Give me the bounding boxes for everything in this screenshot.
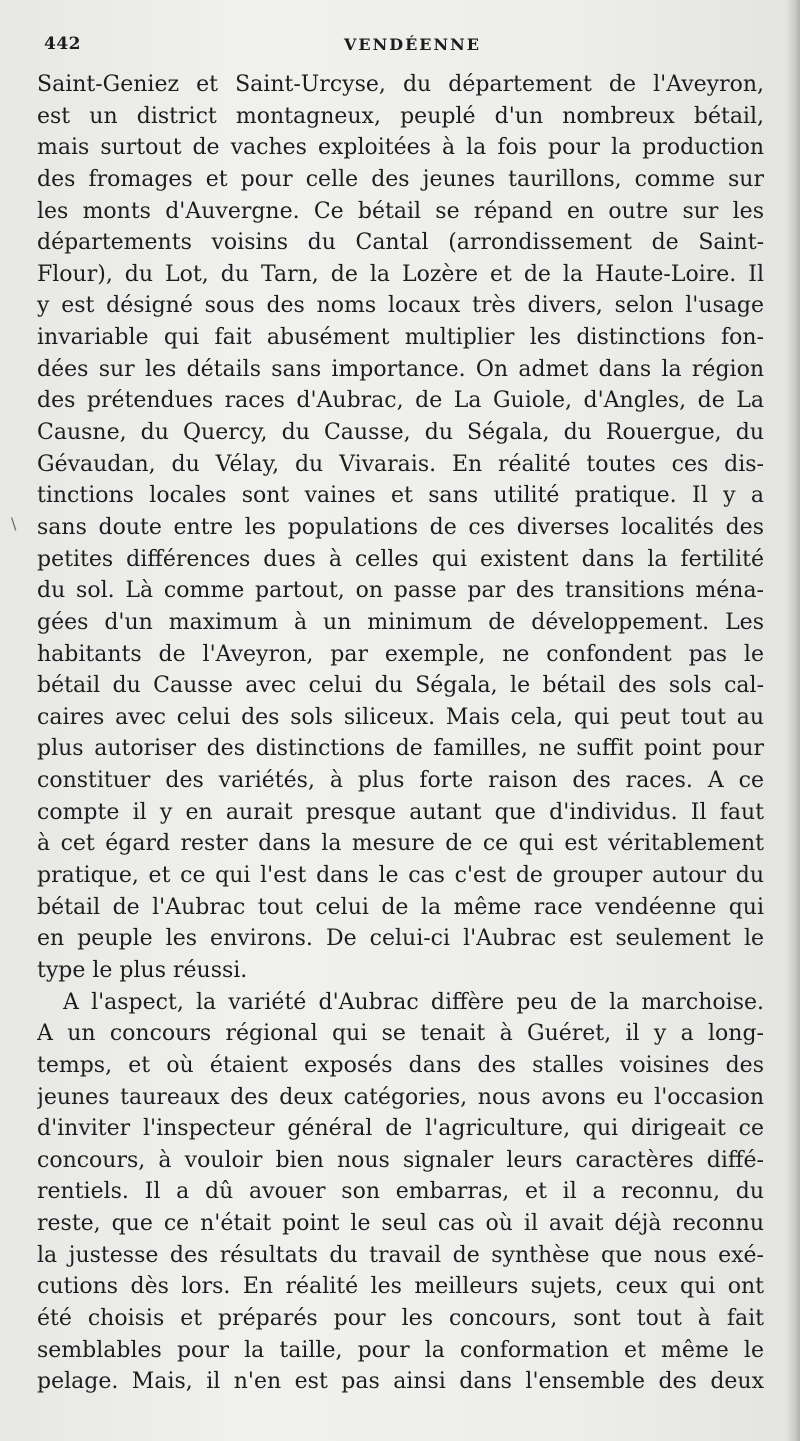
text-line: d'inviter l'inspecteur général de l'agriculture, qui dirigeait ce <box>37 1116 764 1142</box>
text-line: pelage. Mais, il n'en est pas ainsi dans l'ensemble des deux <box>37 1369 764 1395</box>
text-line: bétail du Causse avec celui du Ségala, le bétail des sols cal- <box>37 673 764 699</box>
text-line: concours, à vouloir bien nous signaler leurs caractères diffé- <box>37 1147 764 1173</box>
paragraph-end-line: type le plus réussi. <box>37 957 248 983</box>
text-line: plus autoriser des distinctions de familles, ne suffit point pour <box>37 736 764 762</box>
text-line: habitants de l'Aveyron, par exemple, ne confondent pas le <box>37 641 764 667</box>
text-line: sans doute entre les populations de ces diverses localités des <box>37 514 764 540</box>
text-line: bétail de l'Aubrac tout celui de la même race vendéenne qui <box>37 894 764 920</box>
text-line: est un district montagneux, peuplé d'un nombreux bétail, <box>37 103 764 129</box>
text-line: été choisis et préparés pour les concours, sont tout à fait <box>37 1305 764 1331</box>
page-number: 442 <box>44 34 81 54</box>
text-line: semblables pour la taille, pour la conformation et même le <box>37 1337 764 1363</box>
margin-mark: \ <box>11 514 17 533</box>
text-line: mais surtout de vaches exploitées à la fois pour la production <box>37 135 764 161</box>
text-line: caires avec celui des sols siliceux. Mais cela, qui peut tout au <box>37 704 764 730</box>
text-line: reste, que ce n'était point le seul cas où il avait déjà reconnu <box>37 1211 764 1237</box>
text-line: y est désigné sous des noms locaux très divers, selon l'usage <box>37 293 764 319</box>
page-header <box>44 34 744 60</box>
text-line: la justesse des résultats du travail de synthèse que nous exé- <box>37 1242 764 1268</box>
text-line: Causne, du Quercy, du Causse, du Ségala, du Rouergue, du <box>37 420 764 446</box>
text-line: Saint-Geniez et Saint-Urcyse, du département de l'Aveyron, <box>37 72 764 97</box>
text-line: jeunes taureaux des deux catégories, nous avons eu l'occasion <box>37 1084 764 1110</box>
text-line: départements voisins du Cantal (arrondissement de Saint- <box>37 230 764 256</box>
text-line: A un concours régional qui se tenait à Guéret, il y a long- <box>37 1021 764 1047</box>
text-line: Gévaudan, du Vélay, du Vivarais. En réalité toutes ces dis- <box>37 451 764 477</box>
paragraph-start-line: A l'aspect, la variété d'Aubrac diffère peu de la marchoise. <box>63 989 764 1015</box>
text-line: des fromages et pour celle des jeunes taurillons, comme sur <box>37 166 764 192</box>
text-line: compte il y en aurait presque autant que d'individus. Il faut <box>37 799 764 825</box>
text-line: invariable qui fait abusément multiplier les distinctions fon- <box>37 325 764 351</box>
body-text <box>37 69 764 1398</box>
text-line: les monts d'Auvergne. Ce bétail se répand en outre sur les <box>37 198 764 224</box>
text-line: du sol. Là comme partout, on passe par des transitions ména- <box>37 578 764 604</box>
page-edge-shadow <box>786 0 800 1441</box>
text-line: constituer des variétés, à plus forte raison des races. A ce <box>37 768 764 794</box>
text-line: en peuple les environs. De celui-ci l'Aubrac est seulement le <box>37 926 764 952</box>
text-line: tinctions locales sont vaines et sans utilité pratique. Il y a <box>37 483 764 509</box>
text-line: cutions dès lors. En réalité les meilleurs sujets, ceux qui ont <box>37 1274 764 1300</box>
text-line: dées sur les détails sans importance. On admet dans la région <box>37 356 764 382</box>
text-line: rentiels. Il a dû avouer son embarras, et il a reconnu, du <box>37 1179 764 1205</box>
text-line: temps, et où étaient exposés dans des stalles voisines des <box>37 1052 764 1078</box>
text-line: des prétendues races d'Aubrac, de La Guiole, d'Angles, de La <box>37 388 764 414</box>
text-line: petites différences dues à celles qui existent dans la fertilité <box>37 546 764 572</box>
text-line: Flour), du Lot, du Tarn, de la Lozère et de la Haute-Loire. Il <box>37 261 764 287</box>
running-title: VENDÉENNE <box>344 35 481 54</box>
text-line: à cet égard rester dans la mesure de ce qui est véritablement <box>37 831 764 857</box>
text-line: gées d'un maximum à un minimum de développement. Les <box>37 609 764 635</box>
text-line: pratique, et ce qui l'est dans le cas c'est de grouper autour du <box>37 863 764 889</box>
